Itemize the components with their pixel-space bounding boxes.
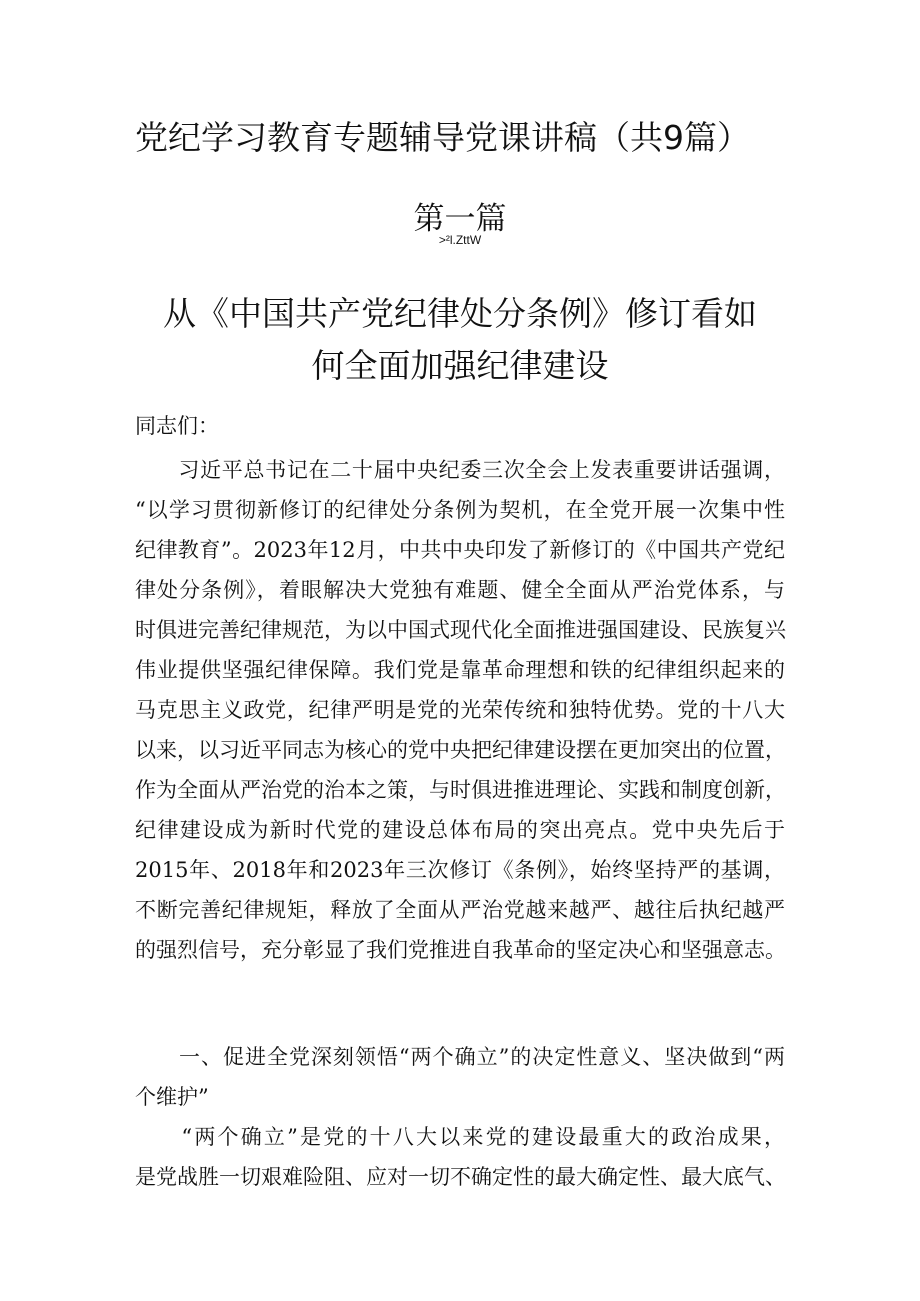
paragraph-line: 2015年、2018年和2023年三次修订《条例》，始终坚持严的基调， [135, 858, 785, 882]
article-title [0, 288, 920, 392]
paragraph-line: 的强烈信号，充分彰显了我们党推进自我革命的坚定决心和坚强意志。 [135, 938, 786, 962]
article-title-line: 从《中国共产党纪律处分条例》修订看如 [163, 294, 757, 333]
body-paragraph [135, 450, 785, 970]
scan-artifact-text: >²l.ZttW [438, 233, 482, 247]
paragraph-line: 一、促进全党深刻领悟“两个确立”的决定性意义、坚决做到“两 [135, 1045, 785, 1069]
paragraph-line: 时俱进完善纪律规范，为以中国式现代化全面推进强国建设、民族复兴 [135, 618, 786, 642]
greeting: 同志们： [135, 414, 219, 438]
paragraph-line: 伟业提供坚强纪律保障。我们党是靠革命理想和铁的纪律组织起来的 [135, 658, 785, 682]
paragraph-line: 个维护” [135, 1085, 209, 1109]
paragraph-line: “以学习贯彻新修订的纪律处分条例为契机，在全党开展一次集中性 [135, 498, 785, 522]
section-heading-1 [135, 1037, 785, 1117]
paragraph-line: 马克思主义政党，纪律严明是党的光荣传统和独特优势。党的十八大 [135, 698, 785, 722]
paragraph-line: 纪律建设成为新时代党的建设总体布局的突出亮点。党中央先后于 [135, 818, 785, 842]
body-paragraph [135, 1117, 785, 1197]
paragraph-line: 是党战胜一切艰难险阻、应对一切不确定性的最大确定性、最大底气、 [135, 1165, 786, 1189]
paragraph-line: 以来，以习近平同志为核心的党中央把纪律建设摆在更加突出的位置， [135, 738, 786, 762]
section-heading: 第一篇 [413, 201, 507, 237]
document-title: 党纪学习教育专题辅导党课讲稿（共9篇） [135, 118, 750, 157]
paragraph-line: “两个确立”是党的十八大以来党的建设最重大的政治成果， [135, 1125, 785, 1149]
paragraph-line: 律处分条例》，着眼解决大党独有难题、健全全面从严治党体系，与 [135, 578, 785, 602]
article-title-line: 何全面加强纪律建设 [311, 346, 609, 385]
paragraph-line: 作为全面从严治党的治本之策，与时俱进推进理论、实践和制度创新， [135, 778, 786, 802]
paragraph-line: 习近平总书记在二十届中央纪委三次全会上发表重要讲话强调， [135, 458, 785, 482]
paragraph-line: 纪律教育”。2023年12月，中共中央印发了新修订的《中国共产党纪 [135, 538, 785, 562]
paragraph-line: 不断完善纪律规矩，释放了全面从严治党越来越严、越往后执纪越严 [135, 898, 785, 922]
